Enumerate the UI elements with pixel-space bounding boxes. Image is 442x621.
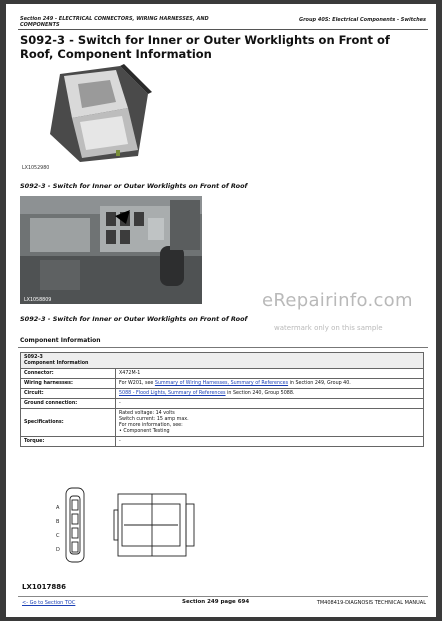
table-row xyxy=(21,369,424,379)
pin-label: D xyxy=(56,547,60,553)
connector-label: Connector: xyxy=(21,369,116,379)
figure2-id: LX1058809 xyxy=(24,298,52,303)
circuit-value xyxy=(116,389,424,399)
table-head-cell xyxy=(21,353,424,369)
page-number: Section 249 page 694 xyxy=(182,599,250,605)
circuit-link[interactable]: 5088 - Flood Lights, Summary of References xyxy=(119,390,226,396)
wiring-suffix: in Section 249, Group 40. xyxy=(288,380,351,386)
torque-value: - xyxy=(116,437,424,447)
table-row xyxy=(21,379,424,389)
figure2-caption: S092-3 - Switch for Inner or Outer Worklights on Front of Roof xyxy=(20,315,248,323)
header-divider xyxy=(18,29,428,30)
spec-line: Rated voltage: 14 volts xyxy=(119,410,175,416)
spec-line: For more information, see: xyxy=(119,422,183,428)
spec-line: • Component Testing xyxy=(119,428,170,434)
footer-divider xyxy=(18,596,428,597)
connector-value: X472M-1 xyxy=(116,369,424,379)
table-row xyxy=(21,389,424,399)
pin-label: C xyxy=(56,533,60,539)
wiring-label: Wiring harnesses: xyxy=(21,379,116,389)
torque-label: Torque: xyxy=(21,437,116,447)
pin-label: A xyxy=(56,505,60,511)
watermark-subtext: watermark only on this sample xyxy=(274,324,383,332)
connector-diagram xyxy=(52,480,212,570)
table-row xyxy=(21,437,424,447)
group-header: Group 40S: Electrical Components - Switches xyxy=(298,17,426,23)
wiring-value xyxy=(116,379,424,389)
table-row xyxy=(21,399,424,409)
table-head-title: S092-3 xyxy=(24,354,43,360)
roof-panel-photo xyxy=(20,196,202,304)
component-info-table xyxy=(20,352,424,447)
spec-value xyxy=(116,409,424,437)
table-head-row xyxy=(21,353,424,369)
pin-label: B xyxy=(56,519,60,525)
figure1-caption: S092-3 - Switch for Inner or Outer Worklights on Front of Roof xyxy=(20,182,248,190)
section-header: Section 249 - ELECTRICAL CONNECTORS, WIRING HARNESSES, AND COMPONENTS xyxy=(20,16,209,28)
wiring-prefix: For W201, see xyxy=(119,380,155,386)
switch-photo xyxy=(20,64,170,164)
component-info-heading: Component Information xyxy=(20,337,101,344)
circuit-label: Circuit: xyxy=(21,389,116,399)
spec-line: Switch current: 15 amp max. xyxy=(119,416,189,422)
diagram-id: LX1017886 xyxy=(22,583,66,591)
table-head-subtitle: Component Information xyxy=(24,360,89,366)
section-divider xyxy=(18,347,428,348)
page-title: S092-3 - Switch for Inner or Outer Worklights on Front of Roof, Component Information xyxy=(20,33,390,61)
watermark-text: eRepairinfo.com xyxy=(262,290,413,311)
manual-page xyxy=(6,4,436,617)
go-to-section-toc-link[interactable]: <- Go to Section TOC xyxy=(22,600,76,606)
spec-label: Specifications: xyxy=(21,409,116,437)
circuit-suffix: in Section 240, Group 5088. xyxy=(225,390,295,396)
manual-title: TM408419-DIAGNOSIS TECHNICAL MANUAL xyxy=(316,600,426,606)
ground-label: Ground connection: xyxy=(21,399,116,409)
table-row xyxy=(21,409,424,437)
ground-value: - xyxy=(116,399,424,409)
figure1-id: LX1052980 xyxy=(22,166,50,171)
wiring-harness-link[interactable]: Summary of Wiring Harnesses, Summary of References xyxy=(154,380,289,386)
